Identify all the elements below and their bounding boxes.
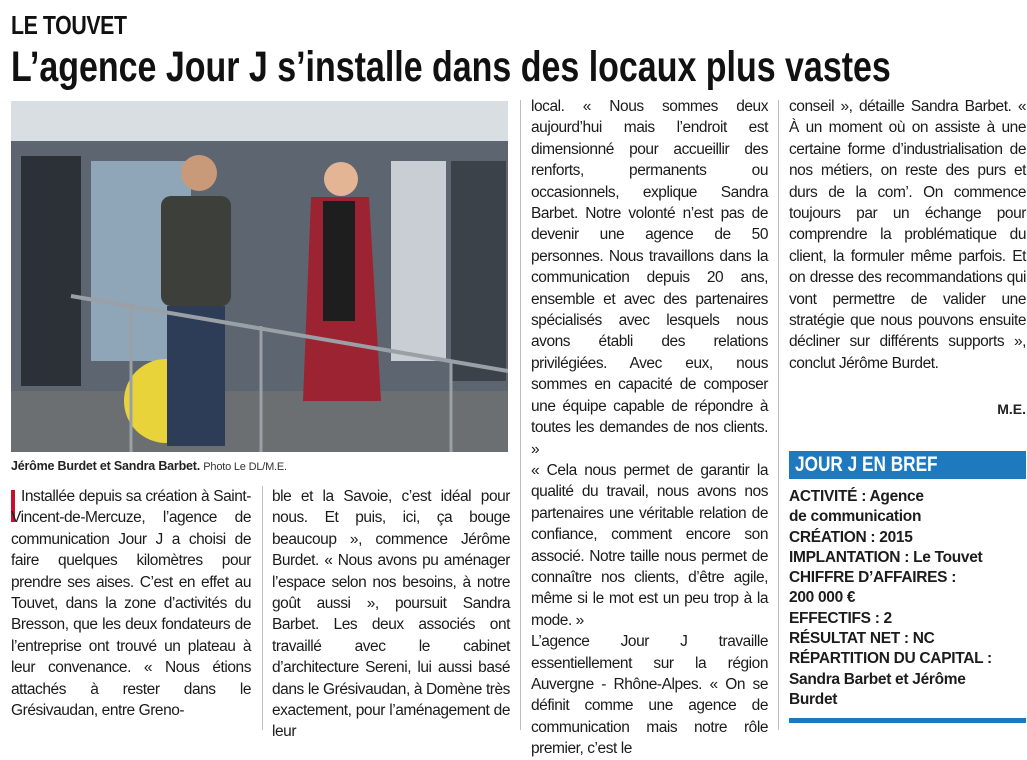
- column-1-text: Installée depuis sa création à Saint-Vincent-de-Mercuze, l’agence de communication Jour J a choisi de faire quelques kilomètres pour prendre ses aises. C’est en effet au Touvet, dans la zone d’activités du Bresson, que les deux fondateurs de l’entreprise ont trouvé un plateau à leur convenance. « Nous étions attachés à rester dans le Grésivaudan, entre Greno-: [11, 488, 251, 720]
- column-2-text: ble et la Savoie, c’est idéal pour nous. Et puis, ici, ça bouge beaucoup », commence Jérôme Burdet. « Nous avons pu aménager l’espace selon nos besoins, à notre goût aussi », poursuit Sandra Barbet. Les deux associés ont travaillé avec le cabinet d’architecture Sereni, lui aussi basé dans le Grésivaudan, à Domène très exactement, pour l’aménagement de leur: [272, 488, 510, 741]
- brief-line: Sandra Barbet et Jérôme: [789, 670, 966, 688]
- brief-box: [789, 487, 1026, 710]
- column-3-paragraph-3: L’agence Jour J travaille essentiellement sur la région Auvergne - Rhône-Alpes. « On se définit comme une agence de communication mais notre rôle premier, c’est le: [531, 633, 768, 758]
- photo-caption: [11, 459, 287, 473]
- column-divider: [520, 100, 521, 730]
- brief-line: IMPLANTATION : Le Touvet: [789, 548, 983, 566]
- brief-line: de communication: [789, 508, 922, 526]
- brief-line: CRÉATION : 2015: [789, 528, 913, 546]
- brief-title-text: JOUR J EN BREF: [795, 453, 938, 476]
- column-4-text: conseil », détaille Sandra Barbet. « À un moment où on assiste à une certaine forme d’industrialisation de nos métiers, on reste des purs et durs de la com’. On commence toujours par un échange pour comprendre la problématique du client, la formuler même parfois. Et on dresse des recommandations qui vont permettre de valider une stratégie que nous pouvons ensuite décliner sur différents supports », conclut Jérôme Burdet.: [789, 98, 1026, 372]
- brief-line: CHIFFRE D’AFFAIRES :: [789, 569, 957, 587]
- brief-line: ACTIVITÉ : Agence: [789, 488, 924, 505]
- article-column-2: [272, 486, 510, 743]
- brief-line: RÉPARTITION DU CAPITAL :: [789, 650, 992, 668]
- column-3-paragraph-1: local. « Nous sommes deux aujourd’hui mais l’endroit est dimensionné pour accueillir des renforts, permanents ou occasionnels, explique Sandra Barbet. Notre volonté n’est pas de devenir une agence de 50 personnes. Nous travaillons dans la communication depuis 20 ans, ensemble et avec des partenaires spécialisés avec lesquels nous avons établi des relations privilégiées. Avec eux, nous sommes en capacité de composer une équipe capable de répondre à toutes les demandes de nos clients. »: [531, 98, 768, 458]
- column-divider: [778, 100, 779, 730]
- article-photo: [11, 101, 508, 452]
- section-kicker: LE TOUVET: [11, 10, 127, 40]
- brief-box-bottom-rule: [789, 718, 1026, 723]
- brief-line: EFFECTIFS : 2: [789, 609, 892, 627]
- article-headline: L’agence Jour J s’installe dans des locaux plus vastes: [11, 43, 891, 91]
- article-column-4: [789, 96, 1026, 374]
- column-3-paragraph-2: « Cela nous permet de garantir la qualité du travail, nous avons nos partenaires une véritable relation de confiance, comment encore son associé. Notre taille nous permet de connaître nos clients, d’être agile, même si le mot est un peu trop à la mode. »: [531, 461, 768, 629]
- photo-credit: Photo Le DL/M.E.: [203, 461, 287, 473]
- office-photo-illustration: [11, 101, 508, 452]
- brief-line: 200 000 €: [789, 589, 856, 607]
- column-divider: [262, 486, 263, 730]
- article-column-3: [531, 96, 768, 760]
- article-column-1: [11, 486, 251, 721]
- brief-line: RÉSULTAT NET : NC: [789, 630, 935, 648]
- caption-text: Jérôme Burdet et Sandra Barbet.: [11, 459, 200, 473]
- brief-line: Burdet: [789, 690, 838, 708]
- brief-box-title: [789, 451, 1026, 479]
- author-signature: M.E.: [997, 401, 1026, 417]
